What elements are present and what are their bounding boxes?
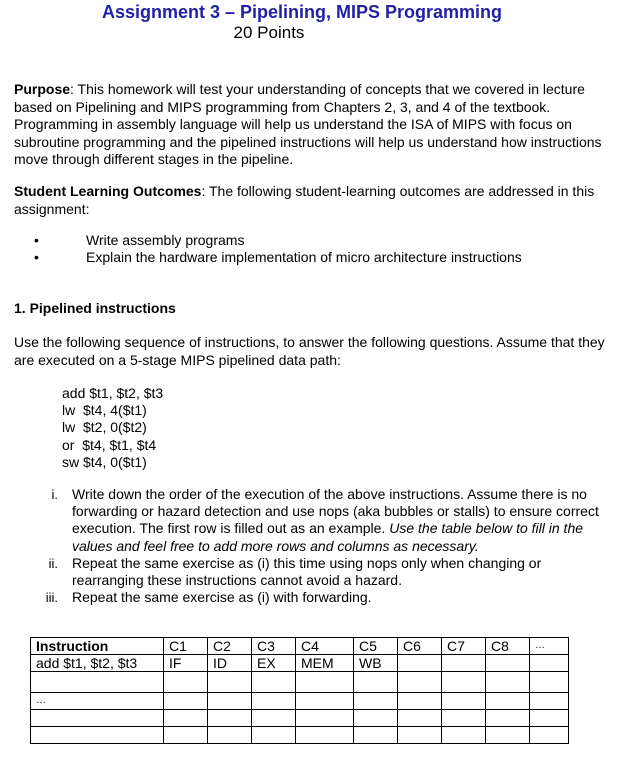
header-cell: C5: [354, 638, 398, 655]
pipeline-table: [30, 637, 569, 744]
table-cell: [530, 727, 569, 744]
header-cell: C8: [486, 638, 530, 655]
assignment-title: Assignment 3 – Pipelining, MIPS Programming: [101, 2, 503, 22]
question-item: [14, 589, 614, 606]
table-cell: [208, 727, 252, 744]
question-italic-note: Use the table below to fill in the values and feel free to add more rows and columns as necessary.: [72, 520, 584, 554]
table-cell: [486, 693, 530, 710]
question-number: i.: [51, 487, 58, 502]
table-cell: [530, 655, 569, 672]
outcomes-label: Student Learning Outcomes: [14, 183, 202, 199]
list-item: [34, 232, 522, 249]
code-line: sw $t4, 0($t1): [62, 453, 147, 470]
table-cell: [354, 672, 398, 693]
table-cell: [442, 672, 486, 693]
question-item: [14, 486, 614, 555]
table-cell: [486, 727, 530, 744]
table-cell: add $t1, $t2, $t3: [31, 655, 164, 672]
code-line: lw $t2, 0($t2): [62, 419, 147, 436]
question-number: iii.: [45, 590, 58, 606]
outcomes-text: : The following student-learning outcomes are addressed in this assignment:: [14, 183, 595, 217]
header-cell: …: [530, 638, 569, 655]
points-subtitle: 20 Points: [233, 23, 305, 42]
table-cell: [398, 655, 442, 672]
header-cell: Instruction: [31, 638, 164, 655]
table-cell: [486, 655, 530, 672]
table-cell: [252, 693, 296, 710]
table-cell: [354, 727, 398, 744]
list-item: [34, 249, 522, 266]
header-cell: C1: [164, 638, 208, 655]
table-cell: EX: [252, 655, 296, 672]
table-row: [31, 672, 569, 693]
table-cell: [31, 727, 164, 744]
table-cell: [252, 672, 296, 693]
header-cell: C7: [442, 638, 486, 655]
question-item: [14, 555, 614, 589]
question-list: [14, 486, 614, 606]
table-cell: [442, 727, 486, 744]
table-cell: [442, 710, 486, 727]
table-row: [31, 655, 569, 672]
table-cell: [208, 710, 252, 727]
header-cell: C4: [296, 638, 354, 655]
table-cell: [31, 672, 164, 693]
outcomes-paragraph: [14, 183, 614, 218]
bullet-icon: •: [34, 232, 39, 248]
list-item-text: Explain the hardware implementation of micro architecture instructions: [86, 249, 522, 265]
section-intro: Use the following sequence of instructions, to answer the following questions. Assume that they are executed on a 5-stage MIPS pipelined data path:: [14, 334, 605, 368]
table-cell: [442, 655, 486, 672]
table-cell: [252, 727, 296, 744]
purpose-label: Purpose: [14, 81, 71, 97]
table-cell: [296, 727, 354, 744]
code-line: or $t4, $t1, $t4: [62, 436, 157, 453]
table-cell: [486, 672, 530, 693]
instruction-sequence: [62, 385, 163, 471]
table-cell: [208, 672, 252, 693]
code-line: lw $t4, 4($t1): [62, 402, 147, 419]
table-cell: [296, 693, 354, 710]
table-cell: [398, 672, 442, 693]
question-number: ii.: [48, 555, 58, 571]
code-line: add $t1, $t2, $t3: [62, 385, 164, 401]
table-cell: ID: [208, 655, 252, 672]
header-cell: C2: [208, 638, 252, 655]
table-cell: IF: [164, 655, 208, 672]
table-cell: [486, 710, 530, 727]
outcomes-list: [34, 232, 522, 266]
table-cell: [164, 693, 208, 710]
table-cell: [296, 672, 354, 693]
table-cell: [354, 693, 398, 710]
table-cell: [296, 710, 354, 727]
table-cell: [164, 727, 208, 744]
purpose-paragraph: [14, 81, 614, 169]
table-cell: [31, 710, 164, 727]
table-cell: [354, 710, 398, 727]
table-row: [31, 693, 569, 710]
table-cell: MEM: [296, 655, 354, 672]
table-cell: [164, 672, 208, 693]
bullet-icon: •: [34, 249, 39, 265]
table-cell: [442, 693, 486, 710]
table-cell: [208, 693, 252, 710]
header-cell: C6: [398, 638, 442, 655]
table-header-row: [31, 638, 569, 655]
table-row: [31, 727, 569, 744]
table-row: [31, 710, 569, 727]
table-cell: [530, 710, 569, 727]
table-cell: [164, 710, 208, 727]
section-heading: 1. Pipelined instructions: [14, 300, 176, 316]
header-cell: C3: [252, 638, 296, 655]
table-cell: [252, 710, 296, 727]
question-text: Repeat the same exercise as (i) with forwarding.: [72, 589, 372, 606]
question-text: Write down the order of the execution of the above instructions. Assume there is no forwarding or hazard detection and use nops (aka bubbles or stalls) to ensure correct execution. The first row is filled out as an example. Use the table below to fill in the values and feel free to add more rows and columns as necessary.: [72, 486, 599, 554]
table-cell: WB: [354, 655, 398, 672]
table-cell: [398, 693, 442, 710]
table-cell: [530, 693, 569, 710]
question-text: Repeat the same exercise as (i) this time using nops only when changing or rearranging these instructions cannot avoid a hazard.: [72, 554, 542, 589]
purpose-text: : This homework will test your understanding of concepts that we covered in lecture based on Pipelining and MIPS programming from Chapters 2, 3, and 4 of the textbook. Programming in assembly language will help us understand the ISA of MIPS with focus on subroutine programming and the pipelined instructions will help us understand how instructions move through different stages in the pipeline.: [14, 81, 602, 168]
table-cell: …: [31, 693, 164, 710]
table-cell: [530, 672, 569, 693]
table-cell: [398, 710, 442, 727]
list-item-text: Write assembly programs: [86, 232, 245, 248]
table-cell: [398, 727, 442, 744]
